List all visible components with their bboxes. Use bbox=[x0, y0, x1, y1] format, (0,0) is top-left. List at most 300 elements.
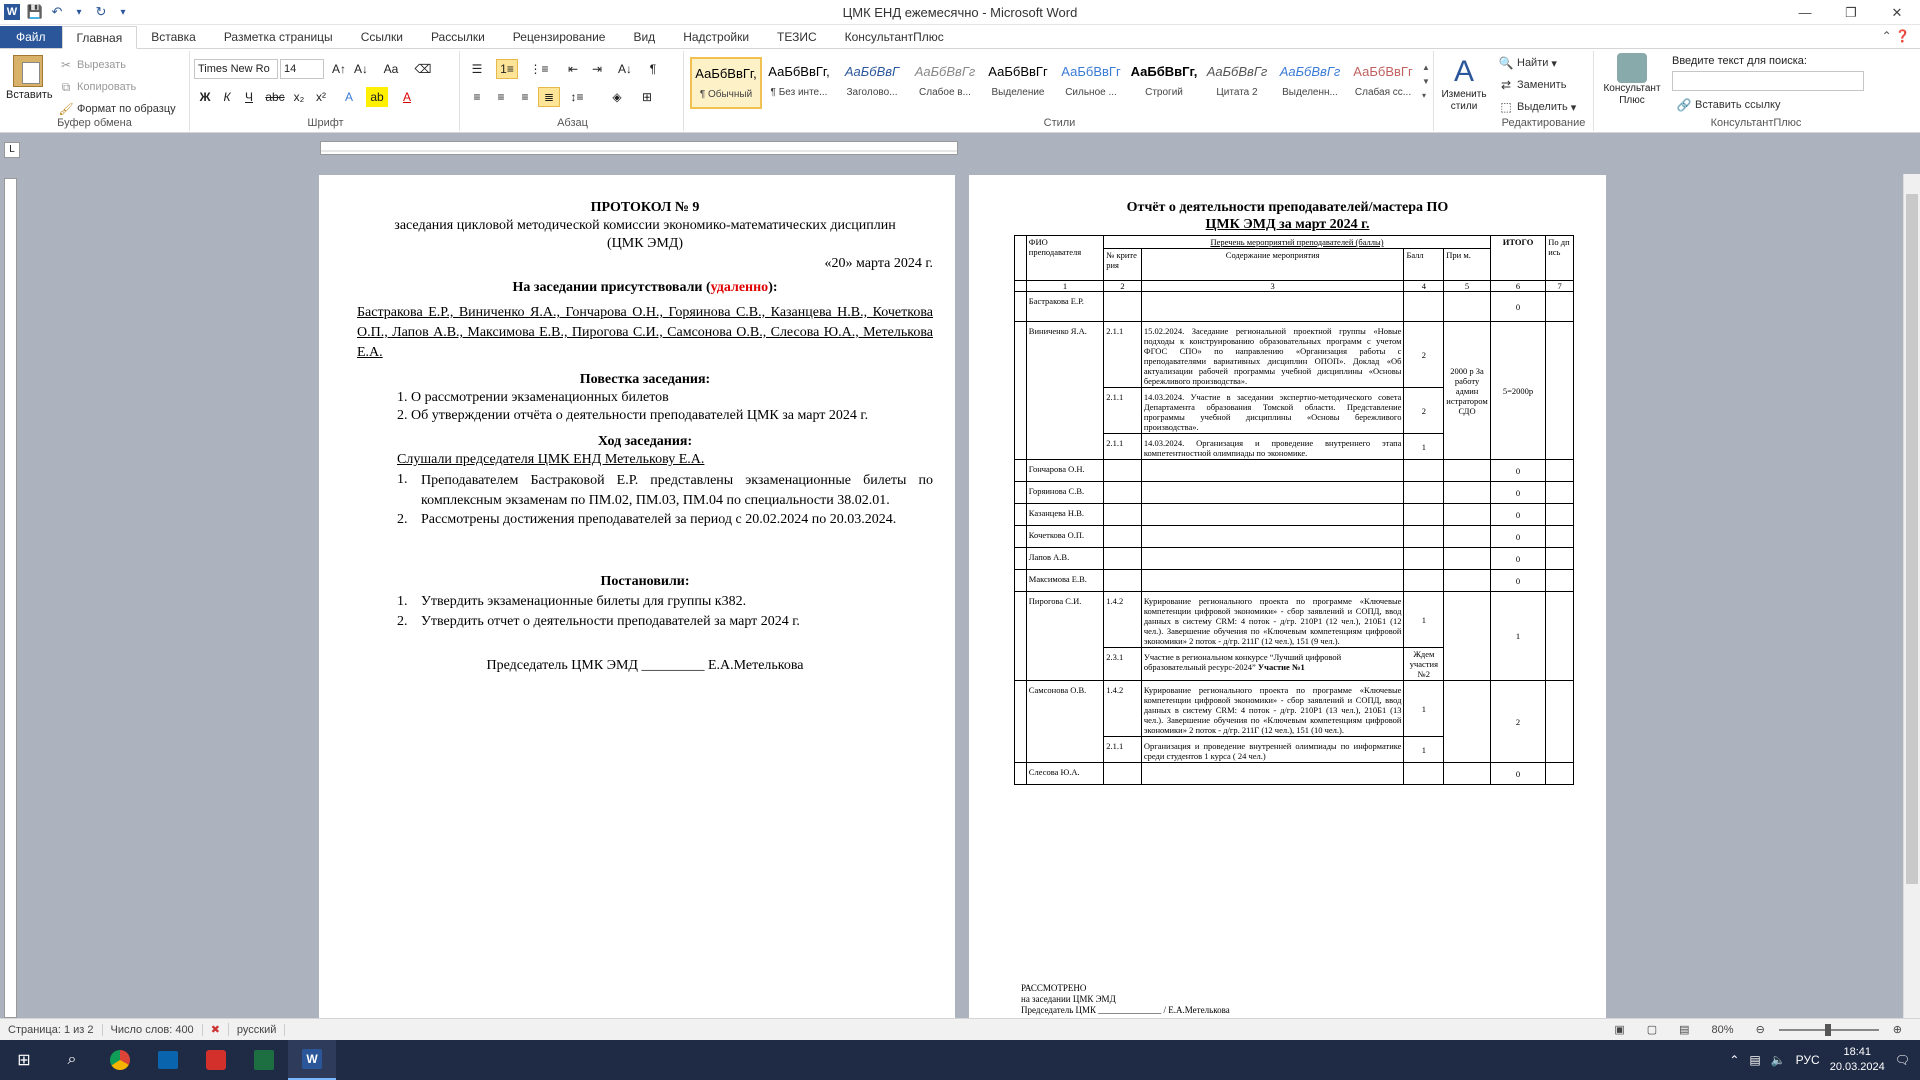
teacher-name: Бастракова Е.Р. bbox=[1026, 292, 1103, 322]
keyboard-language[interactable]: РУС bbox=[1795, 1053, 1820, 1067]
style-name: ¶ Без инте... bbox=[770, 87, 828, 98]
italic-icon[interactable]: К bbox=[223, 90, 231, 104]
horizontal-ruler[interactable] bbox=[320, 141, 958, 155]
row-sign bbox=[1546, 292, 1574, 322]
protocol-subtitle-abbr: (ЦМК ЭМД) bbox=[607, 236, 683, 251]
binoculars-icon: 🔍 bbox=[1498, 56, 1514, 70]
line-spacing-icon[interactable]: ↕≡ bbox=[570, 90, 584, 104]
style-tile[interactable] bbox=[1055, 57, 1127, 109]
table-cell bbox=[1404, 504, 1444, 526]
cut-label: Вырезать bbox=[77, 59, 126, 71]
table-cell bbox=[1015, 281, 1027, 292]
event-note: 2000 р За работу админ истратором СДО bbox=[1444, 322, 1491, 460]
word-app-icon: W bbox=[4, 4, 20, 20]
clipboard-group-label: Буфер обмена bbox=[57, 117, 132, 129]
numbering-icon[interactable]: 1≡ bbox=[496, 59, 518, 79]
table-row bbox=[1015, 570, 1574, 592]
ruler-ticks bbox=[321, 142, 957, 154]
ribbon bbox=[0, 49, 1920, 133]
scissors-icon: ✂ bbox=[60, 58, 72, 72]
style-sample: АаБбВвГг, bbox=[695, 66, 757, 81]
vertical-scrollbar[interactable] bbox=[1903, 174, 1920, 1018]
paragraph-group-label: Абзац bbox=[557, 117, 588, 129]
chrome-icon[interactable] bbox=[96, 1040, 144, 1080]
table-cell bbox=[1104, 526, 1142, 548]
criterion-number: 1.4.2 bbox=[1104, 681, 1142, 737]
teacher-name: Лапов А.В. bbox=[1026, 548, 1103, 570]
tab-tezis[interactable]: ТЕЗИС bbox=[777, 30, 817, 44]
align-right-icon[interactable]: ≡ bbox=[521, 90, 529, 104]
tab-file[interactable]: Файл bbox=[0, 26, 62, 48]
resolved-item: 2. Утвердить отчет о деятельности преподавателей за март 2024 г. bbox=[397, 614, 800, 629]
paste-link-button[interactable] bbox=[1676, 97, 1780, 113]
scrollbar-thumb[interactable] bbox=[1906, 194, 1918, 884]
acrobat-icon[interactable] bbox=[192, 1040, 240, 1080]
font-group bbox=[192, 51, 460, 131]
replace-button[interactable] bbox=[1498, 77, 1566, 93]
table-cell bbox=[1015, 763, 1027, 785]
row-sign bbox=[1546, 504, 1574, 526]
table-cell bbox=[1444, 763, 1491, 785]
header-ball: Балл bbox=[1404, 249, 1444, 281]
table-row bbox=[1015, 548, 1574, 570]
teacher-name: Казанцева Н.В. bbox=[1026, 504, 1103, 526]
event-content: Курирование регионального проекта по программе «Ключевые компетенции цифровой экономики» - сбор заявлений и СОПД, ввод данных в систему CRM: 4 поток - д/гр. 210Р1 (12 чел.), 210Б1 (12 чел.). Завершение обучения по «Ключевым компетенциям цифровой экономики» 2 поток - д/гр. 211Г (12 чел.), 151 (9 чел.). bbox=[1141, 592, 1404, 648]
subscript-icon[interactable]: x₂ bbox=[293, 90, 305, 104]
tab-addins[interactable]: Надстройки bbox=[683, 30, 750, 44]
header-content: Содержание мероприятия bbox=[1141, 249, 1404, 281]
table-cell bbox=[1015, 548, 1027, 570]
shading-icon[interactable]: ◈ bbox=[612, 90, 622, 104]
table-cell bbox=[1141, 526, 1404, 548]
event-content: Организация и проведение внутренней олимпиады по информатике среди студентов 1 курса ( 24 чел.) bbox=[1141, 737, 1404, 763]
footer-line: на заседании ЦМК ЭМД bbox=[1021, 994, 1116, 1004]
style-tile[interactable] bbox=[836, 57, 908, 109]
search-icon[interactable]: ⌕ bbox=[67, 1051, 77, 1068]
taskbar bbox=[0, 1040, 1920, 1080]
tab-review[interactable]: Рецензирование bbox=[512, 30, 606, 44]
vertical-ruler[interactable] bbox=[4, 178, 17, 1018]
row-sign bbox=[1546, 592, 1574, 681]
table-cell bbox=[1444, 460, 1491, 482]
select-icon: ⬚ bbox=[1500, 100, 1512, 114]
table-cell bbox=[1141, 570, 1404, 592]
event-ball: 2 bbox=[1404, 322, 1444, 388]
table-row bbox=[1015, 763, 1574, 785]
table-row bbox=[1015, 482, 1574, 504]
font-name-combo[interactable]: Times New Ro bbox=[194, 59, 278, 79]
bullets-icon[interactable]: ☰ bbox=[471, 62, 483, 76]
style-name: Выделенн... bbox=[1282, 87, 1338, 98]
table-cell bbox=[1104, 292, 1142, 322]
tab-home[interactable]: Главная bbox=[62, 26, 138, 49]
style-name: Строгий bbox=[1145, 87, 1183, 98]
style-name: Сильное ... bbox=[1065, 87, 1117, 98]
shrink-font-icon[interactable]: A↓ bbox=[353, 62, 368, 76]
language-indicator[interactable]: русский bbox=[229, 1024, 285, 1036]
font-color-icon[interactable]: A bbox=[402, 90, 411, 104]
event-note bbox=[1444, 592, 1491, 681]
event-ball: 1 bbox=[1404, 434, 1444, 460]
styles-scroll-icon[interactable]: ▲ ▼ ▾ bbox=[1422, 63, 1430, 100]
table-cell bbox=[1404, 570, 1444, 592]
align-center-icon[interactable]: ≡ bbox=[497, 90, 505, 104]
criterion-number: 2.1.1 bbox=[1104, 737, 1142, 763]
report-footer bbox=[1021, 983, 1230, 1016]
paste-icon bbox=[13, 55, 43, 87]
full-screen-icon[interactable]: ▢ bbox=[1646, 1024, 1658, 1036]
event-content bbox=[1141, 648, 1404, 681]
table-cell bbox=[1444, 292, 1491, 322]
system-tray bbox=[1729, 1040, 1920, 1080]
style-sample: АаБбВвГг bbox=[914, 64, 976, 79]
table-row bbox=[1015, 292, 1574, 322]
header-sign: По дп ись bbox=[1546, 236, 1574, 281]
style-name: ¶ Обычный bbox=[699, 89, 753, 100]
table-cell bbox=[1404, 548, 1444, 570]
table-col-number-row bbox=[1015, 281, 1574, 292]
table-cell bbox=[1015, 236, 1027, 281]
strikethrough-icon[interactable]: abc bbox=[265, 90, 285, 104]
event-ball: 1 bbox=[1404, 681, 1444, 737]
styles-group bbox=[686, 51, 1434, 131]
table-cell bbox=[1104, 570, 1142, 592]
criterion-number: 2.1.1 bbox=[1104, 322, 1142, 388]
style-tile[interactable] bbox=[1274, 57, 1346, 109]
table-cell bbox=[1104, 548, 1142, 570]
style-tile[interactable] bbox=[690, 57, 762, 109]
header-note: При м. bbox=[1444, 249, 1491, 281]
col-number: 1 bbox=[1026, 281, 1103, 292]
grow-font-icon[interactable]: A↑ bbox=[331, 62, 346, 76]
event-content-text: Участие в региональном конкурсе “Лучший цифровой образовательный ресурс-2024” bbox=[1143, 652, 1342, 672]
col-number: 2 bbox=[1104, 281, 1142, 292]
consultant-plus-label: Консультант Плюс bbox=[1603, 83, 1661, 106]
zoom-in-icon[interactable]: ⊕ bbox=[1892, 1024, 1902, 1036]
heard-line: Слушали председателя ЦМК ЕНД Метелькову Е.А. bbox=[397, 452, 705, 467]
event-content-bold: Участие №1 bbox=[1257, 662, 1305, 672]
table-cell bbox=[1015, 460, 1027, 482]
cut-button[interactable] bbox=[58, 57, 126, 73]
row-sign bbox=[1546, 460, 1574, 482]
windows-icon[interactable]: ⊞ bbox=[17, 1052, 31, 1069]
style-name: Слабая сс... bbox=[1354, 87, 1412, 98]
word-icon[interactable]: W bbox=[288, 1040, 336, 1080]
table-cell bbox=[1141, 292, 1404, 322]
highlight-icon[interactable]: ab bbox=[366, 87, 388, 107]
row-total: 0 bbox=[1490, 504, 1545, 526]
row-total: 0 bbox=[1490, 763, 1545, 785]
report-title-line2: ЦМК ЭМД за март 2024 г. bbox=[1205, 217, 1370, 232]
teacher-name: Максимова Е.В. bbox=[1026, 570, 1103, 592]
table-cell bbox=[1015, 504, 1027, 526]
header-crit: № крите рия bbox=[1104, 249, 1142, 281]
web-layout-icon[interactable]: ▤ bbox=[1679, 1024, 1690, 1036]
attendees-heading: На заседании присутствовали (удаленно): bbox=[512, 280, 778, 295]
row-total: 0 bbox=[1490, 570, 1545, 592]
criterion-number: 2.3.1 bbox=[1104, 648, 1142, 681]
event-content: 14.03.2024. Организация и проведение внутреннего этапа компетентностной олимпиады по экономике. bbox=[1141, 434, 1404, 460]
tab-view[interactable]: Вид bbox=[633, 30, 656, 44]
network-icon[interactable]: ▤ bbox=[1749, 1053, 1761, 1067]
protocol-title: ПРОТОКОЛ № 9 bbox=[590, 200, 700, 215]
excel-icon[interactable] bbox=[240, 1040, 288, 1080]
decrease-indent-icon[interactable]: ⇤ bbox=[567, 62, 579, 76]
minimize-icon[interactable]: — bbox=[1798, 5, 1812, 20]
change-styles-icon: A bbox=[1453, 55, 1474, 88]
table-cell bbox=[1015, 681, 1027, 763]
consultant-group bbox=[1596, 51, 1916, 131]
table-cell bbox=[1104, 504, 1142, 526]
page-2[interactable] bbox=[969, 175, 1606, 1018]
notifications-icon[interactable]: 🗨 bbox=[1894, 1053, 1910, 1067]
row-sign bbox=[1546, 570, 1574, 592]
teacher-name: Виниченко Я.А. bbox=[1026, 322, 1103, 460]
clock-time: 18:41 bbox=[1843, 1046, 1871, 1058]
document-canvas[interactable] bbox=[22, 133, 1900, 1018]
teacher-name: Кочеткова О.П. bbox=[1026, 526, 1103, 548]
progress-heading: Ход заседания: bbox=[597, 434, 693, 449]
table-cell bbox=[1444, 570, 1491, 592]
title-bar bbox=[0, 0, 1920, 25]
style-tile[interactable] bbox=[909, 57, 981, 109]
table-cell bbox=[1015, 526, 1027, 548]
event-note bbox=[1444, 681, 1491, 763]
clear-format-icon[interactable]: ⌫ bbox=[414, 62, 432, 76]
teacher-name: Пирогова С.И. bbox=[1026, 592, 1103, 681]
table-cell bbox=[1141, 763, 1404, 785]
table-cell bbox=[1404, 526, 1444, 548]
agenda-item: 1. О рассмотрении экзаменационных билетов bbox=[397, 390, 669, 405]
format-painter-button[interactable] bbox=[58, 101, 176, 117]
report-table bbox=[1014, 235, 1574, 785]
style-tile[interactable] bbox=[982, 57, 1054, 109]
col-number: 6 bbox=[1490, 281, 1545, 292]
event-content: 15.02.2024. Заседание региональной проектной группы «Новые подходы к конструированию образовательных программ с учетом ФГОС СПО» по направлению «Организация работы с преподавателями вариативных дисциплин ОПОП». Доклад «Об актуализации рабочей программы учебной дисциплины «Основы бережливого производства». bbox=[1141, 322, 1404, 388]
multilevel-icon[interactable]: ⋮≡ bbox=[529, 62, 549, 76]
tab-mailings[interactable]: Рассылки bbox=[430, 30, 485, 44]
style-sample: АаБбВвГг bbox=[1206, 64, 1268, 79]
col-number: 4 bbox=[1404, 281, 1444, 292]
font-size-combo[interactable]: 14 bbox=[280, 59, 324, 79]
page-1[interactable] bbox=[319, 175, 955, 1018]
row-total: 0 bbox=[1490, 526, 1545, 548]
table-cell bbox=[1444, 504, 1491, 526]
style-sample: АаБбВвГг bbox=[1279, 64, 1341, 79]
table-cell bbox=[1015, 482, 1027, 504]
row-total: 1 bbox=[1490, 592, 1545, 681]
row-sign bbox=[1546, 548, 1574, 570]
table-cell bbox=[1104, 482, 1142, 504]
heard-item: 1. Преподавателем Бастраковой Е.Р. представлены экзаменационные билеты по комплексным экзаменам по ПМ.02, ПМ.03, ПМ.04 по специальности 38.02.01. bbox=[397, 472, 933, 508]
close-icon[interactable]: ✕ bbox=[1891, 4, 1903, 20]
row-sign bbox=[1546, 681, 1574, 763]
table-cell bbox=[1404, 460, 1444, 482]
find-button[interactable]: 🔍 Найти ▾ bbox=[1498, 56, 1557, 70]
change-case-icon[interactable]: Aa bbox=[383, 62, 399, 76]
table-cell bbox=[1015, 322, 1027, 460]
row-total: 5=2000р bbox=[1490, 322, 1545, 460]
pilcrow-icon[interactable]: ¶ bbox=[649, 62, 657, 76]
tab-insert[interactable]: Вставка bbox=[151, 30, 196, 44]
change-styles-label: Изменить стили bbox=[1441, 89, 1487, 112]
editing-group bbox=[1494, 51, 1594, 131]
increase-indent-icon[interactable]: ⇥ bbox=[591, 62, 603, 76]
copy-button[interactable] bbox=[58, 79, 136, 95]
style-tile[interactable] bbox=[1347, 57, 1419, 109]
style-sample: АаБбВвГг bbox=[1061, 64, 1121, 79]
event-ball: Ждем участия №2 bbox=[1404, 648, 1444, 681]
sort-icon[interactable]: A↓ bbox=[617, 62, 632, 76]
table-cell bbox=[1015, 570, 1027, 592]
tab-consultant[interactable]: КонсультантПлюс bbox=[844, 30, 944, 44]
status-bar bbox=[0, 1018, 1920, 1040]
col-number: 5 bbox=[1444, 281, 1491, 292]
ribbon-tabs bbox=[0, 25, 1920, 49]
consultant-search-label: Введите текст для поиска: bbox=[1672, 55, 1807, 67]
replace-icon: ⇄ bbox=[1500, 78, 1512, 92]
protocol-subtitle: заседания цикловой методической комиссии экономико-математических дисциплин bbox=[394, 218, 896, 233]
consultant-plus-button[interactable] bbox=[1596, 53, 1668, 107]
event-ball: 1 bbox=[1404, 737, 1444, 763]
table-row bbox=[1015, 681, 1574, 737]
underline-icon[interactable]: Ч bbox=[245, 90, 253, 104]
header-list: Перечень мероприятий преподавателей (баллы) bbox=[1104, 236, 1491, 249]
customize-icon[interactable]: ▾ bbox=[120, 6, 126, 18]
chairman-signature: Председатель ЦМК ЭМД _________ Е.А.Метелькова bbox=[486, 658, 804, 673]
styles-group-label: Стили bbox=[1043, 117, 1076, 129]
customize-icon[interactable]: ▾ bbox=[76, 6, 82, 18]
row-sign bbox=[1546, 322, 1574, 460]
footer-line: Председатель ЦМК ______________ / Е.А.Метелькова bbox=[1021, 1005, 1230, 1015]
proofing-icon[interactable]: ✖ bbox=[203, 1023, 229, 1036]
table-cell bbox=[1141, 504, 1404, 526]
row-total: 0 bbox=[1490, 460, 1545, 482]
clipboard-group bbox=[0, 51, 190, 131]
table-header-row bbox=[1015, 236, 1574, 249]
help-icon[interactable]: ❓ bbox=[1895, 29, 1910, 43]
col-number: 3 bbox=[1141, 281, 1404, 292]
tab-selector-icon[interactable]: L bbox=[4, 142, 20, 158]
minimize-ribbon-icon[interactable]: ⌃ bbox=[1881, 29, 1892, 43]
change-styles-button[interactable] bbox=[1436, 55, 1492, 113]
page-count[interactable]: Страница: 1 из 2 bbox=[0, 1024, 103, 1036]
word-count[interactable]: Число слов: 400 bbox=[103, 1024, 203, 1036]
volume-icon[interactable]: 🔈 bbox=[1770, 1053, 1786, 1067]
borders-icon[interactable]: ⊞ bbox=[641, 90, 653, 104]
teacher-name: Слесова Ю.А. bbox=[1026, 763, 1103, 785]
style-name: Выделение bbox=[991, 87, 1045, 98]
table-cell bbox=[1141, 460, 1404, 482]
table-cell bbox=[1404, 482, 1444, 504]
print-layout-icon[interactable]: ▣ bbox=[1614, 1024, 1625, 1036]
style-sample: АаБбВвГг, bbox=[1130, 64, 1198, 79]
style-name: Заголово... bbox=[846, 87, 898, 98]
resolved-item: 1. Утвердить экзаменационные билеты для группы к382. bbox=[397, 594, 747, 609]
attendees-list: Бастракова Е.Р., Виниченко Я.А., Гончарова О.Н., Горяинова С.В., Казанцева Н.В., Кочеткова О.П., Лапов А.В., Максимова Е.В., Пирогова С.И., Самсонова О.В., Слесова Ю.А., Метелькова Е.А. bbox=[357, 305, 933, 360]
tab-page-layout[interactable]: Разметка страницы bbox=[223, 30, 333, 44]
report-title bbox=[969, 199, 1606, 233]
table-cell bbox=[1444, 482, 1491, 504]
find-label: Найти bbox=[1517, 57, 1549, 69]
bold-icon[interactable]: Ж bbox=[199, 90, 211, 104]
outlook-icon[interactable] bbox=[144, 1040, 192, 1080]
header-total: ИТОГО bbox=[1490, 236, 1545, 281]
paste-label: Вставить bbox=[6, 89, 53, 101]
paste-link-label: Вставить ссылку bbox=[1695, 99, 1781, 111]
chevron-up-icon[interactable]: ⌃ bbox=[1729, 1053, 1740, 1067]
table-cell bbox=[1104, 763, 1142, 785]
teacher-name: Гончарова О.Н. bbox=[1026, 460, 1103, 482]
style-tile[interactable] bbox=[1128, 57, 1200, 109]
format-painter-label: Формат по образцу bbox=[77, 103, 176, 115]
consultant-search-input[interactable] bbox=[1672, 71, 1864, 91]
clock[interactable] bbox=[1830, 1045, 1885, 1075]
style-name: Слабое в... bbox=[919, 87, 971, 98]
row-sign bbox=[1546, 763, 1574, 785]
text-effects-icon[interactable]: A bbox=[344, 90, 353, 104]
table-cell bbox=[1444, 548, 1491, 570]
row-sign bbox=[1546, 526, 1574, 548]
style-sample: АаБбВвГг bbox=[1353, 64, 1413, 79]
superscript-icon[interactable]: x² bbox=[316, 90, 326, 104]
agenda-item: 2. Об утверждении отчёта о деятельности преподавателей ЦМК за март 2024 г. bbox=[397, 408, 869, 423]
save-icon[interactable]: 💾 bbox=[26, 4, 44, 19]
heard-item: 2. Рассмотрены достижения преподавателей за период с 20.02.2024 по 20.03.2024. bbox=[397, 512, 897, 527]
undo-icon[interactable]: ↶ bbox=[51, 4, 63, 19]
align-left-icon[interactable]: ≡ bbox=[473, 90, 481, 104]
editing-group-label: Редактирование bbox=[1501, 117, 1586, 129]
redo-icon[interactable]: ↻ bbox=[95, 4, 107, 19]
report-title-line1: Отчёт о деятельности преподавателей/мастера ПО bbox=[1126, 200, 1449, 215]
paragraph-group bbox=[462, 51, 684, 131]
table-row bbox=[1015, 322, 1574, 388]
select-label: Выделить bbox=[1517, 101, 1568, 113]
replace-label: Заменить bbox=[1517, 79, 1567, 91]
zoom-slider[interactable] bbox=[1779, 1029, 1879, 1031]
link-icon: 🔗 bbox=[1676, 98, 1692, 112]
table-cell bbox=[1404, 763, 1444, 785]
copy-icon: ⧉ bbox=[61, 80, 71, 94]
consultant-avatar-icon bbox=[1617, 53, 1647, 83]
row-total: 0 bbox=[1490, 482, 1545, 504]
table-cell bbox=[1404, 292, 1444, 322]
justify-icon[interactable]: ≣ bbox=[538, 87, 560, 107]
table-row bbox=[1015, 526, 1574, 548]
zoom-level[interactable]: 80% bbox=[1711, 1023, 1734, 1036]
table-row bbox=[1015, 592, 1574, 648]
table-cell bbox=[1015, 592, 1027, 681]
style-tile[interactable] bbox=[1201, 57, 1273, 109]
table-cell bbox=[1141, 482, 1404, 504]
zoom-out-icon[interactable]: ⊖ bbox=[1755, 1024, 1765, 1036]
resolved-heading: Постановили: bbox=[600, 574, 690, 589]
row-total: 0 bbox=[1490, 548, 1545, 570]
style-name: Цитата 2 bbox=[1216, 87, 1258, 98]
footer-line: РАССМОТРЕНО bbox=[1021, 983, 1087, 993]
table-row bbox=[1015, 504, 1574, 526]
header-fio: ФИО преподавателя bbox=[1026, 236, 1103, 281]
select-button[interactable]: ⬚ Выделить ▾ bbox=[1498, 99, 1576, 115]
criterion-number: 2.1.1 bbox=[1104, 434, 1142, 460]
table-cell bbox=[1104, 460, 1142, 482]
zoom-control bbox=[1606, 1023, 1910, 1036]
row-total: 0 bbox=[1490, 292, 1545, 322]
maximize-icon[interactable]: ❐ bbox=[1845, 4, 1857, 20]
style-tile[interactable] bbox=[763, 57, 835, 109]
paste-button[interactable] bbox=[6, 55, 53, 101]
tab-references[interactable]: Ссылки bbox=[360, 30, 403, 44]
